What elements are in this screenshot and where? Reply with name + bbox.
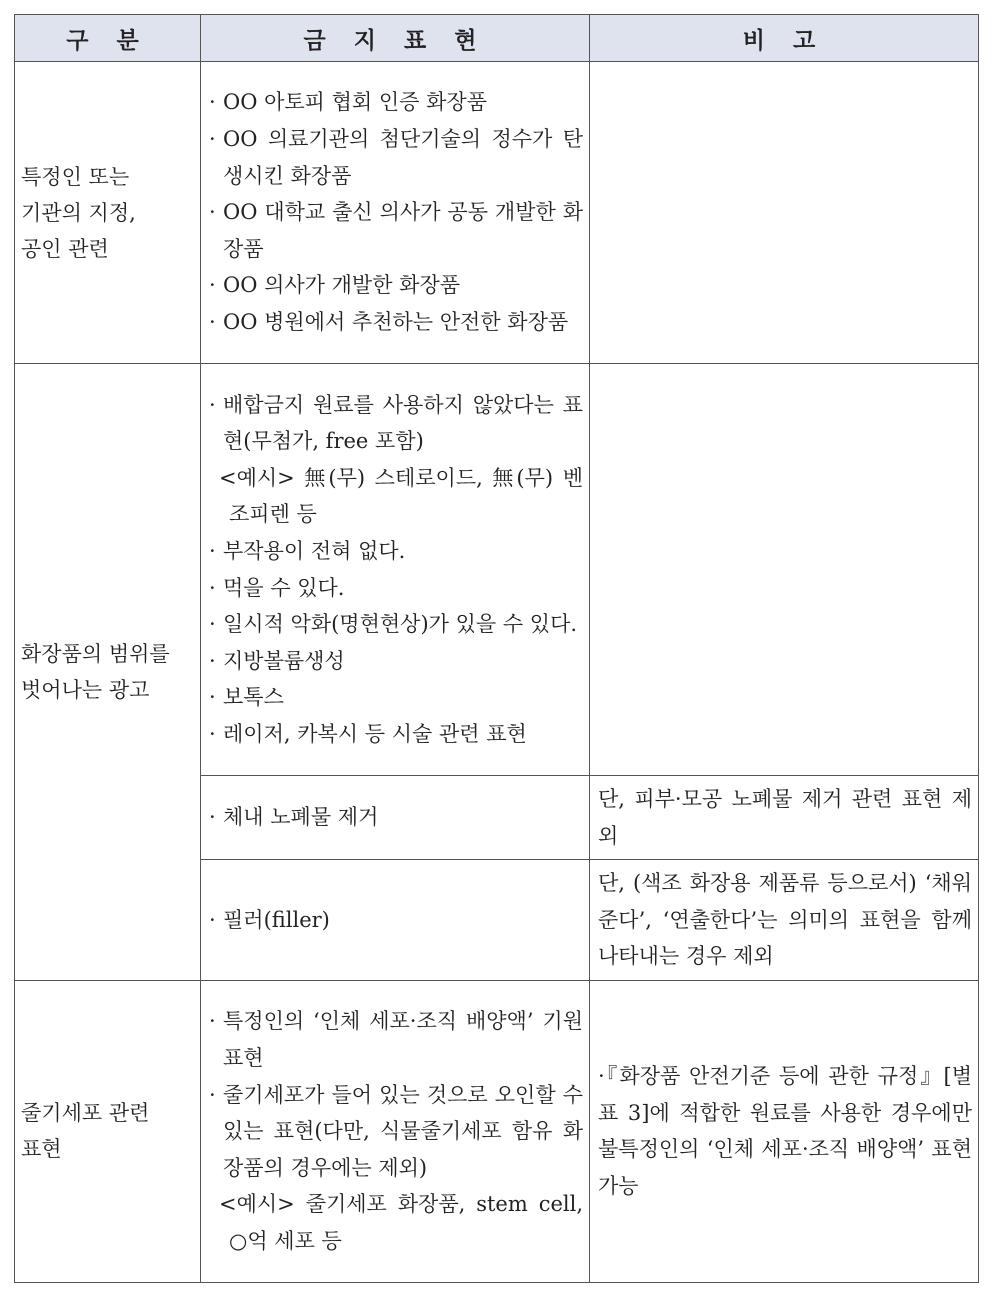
- list-item: · 특정인의 ‘인체 세포·조직 배양액’ 기원 표현: [209, 1009, 583, 1070]
- list-item: · 배합금지 원료를 사용하지 않았다는 표현(무첨가, free 포함): [209, 392, 583, 454]
- category-cell: [15, 364, 201, 981]
- header-row: [15, 15, 979, 62]
- list-item: · 먹을 수 있다.: [209, 575, 345, 600]
- remark-cell: ·『화장품 안전기준 등에 관한 규정』[별표 3]에 적합한 원료를 사용한 경우에만 불특정인의 ‘인체 세포·조직 배양액’ 표현 가능: [590, 980, 979, 1282]
- list-item: · 지방볼륨생성: [209, 648, 345, 673]
- list-item: · 보톡스: [209, 685, 284, 710]
- category-line: 벗어나는 광고: [21, 677, 150, 702]
- category-line: 표현: [21, 1137, 62, 1162]
- list-item: · OO 대학교 출신 의사가 공동 개발한 화장품: [209, 200, 583, 261]
- list-item: · 필러(filler): [209, 907, 330, 932]
- example-text: <예시> 無(무) 스테로이드, 無(무) 벤조피렌 등: [219, 465, 583, 527]
- list-item: · 일시적 악화(명현현상)가 있을 수 있다.: [209, 612, 578, 637]
- category-cell: [15, 62, 201, 364]
- header-prohibited: 금 지 표 현: [201, 15, 590, 62]
- category-line: 공인 관련: [21, 236, 109, 261]
- remark-cell: [590, 62, 979, 364]
- remark-cell: 단, (색조 화장용 제품류 등으로서) ‘채워준다’, ‘연출한다’는 의미의 표현을 함께 나타내는 경우 제외: [590, 860, 979, 981]
- list-item: · OO 의사가 개발한 화장품: [209, 273, 461, 298]
- list-item: · OO 병원에서 추천하는 안전한 화장품: [209, 309, 569, 334]
- prohibited-cell: [201, 980, 590, 1282]
- list-item: · OO 아토피 협회 인증 화장품: [209, 90, 487, 115]
- remark-cell: 단, 피부·모공 노폐물 제거 관련 표현 제외: [590, 776, 979, 860]
- table-row: [15, 62, 979, 364]
- prohibited-cell: [201, 776, 590, 860]
- table-row: [15, 364, 979, 776]
- category-line: 기관의 지정,: [21, 200, 136, 225]
- list-item: · 부작용이 전혀 없다.: [209, 538, 406, 563]
- example-text: <예시> 줄기세포 화장품, stem cell, ○억 세포 등: [219, 1192, 583, 1253]
- prohibited-cell: [201, 364, 590, 776]
- header-category: 구 분: [15, 15, 201, 62]
- list-item: · OO 의료기관의 첨단기술의 정수가 탄생시킨 화장품: [209, 127, 583, 188]
- table-row: [15, 980, 979, 1282]
- category-line: 특정인 또는: [21, 164, 130, 189]
- prohibited-expressions-table: [14, 14, 979, 1283]
- list-item: · 레이저, 카복시 등 시술 관련 표현: [209, 721, 527, 746]
- list-item: · 줄기세포가 들어 있는 것으로 오인할 수 있는 표현(다만, 식물줄기세포 함유 화장품의 경우에는 제외): [209, 1082, 583, 1180]
- category-line: 줄기세포 관련: [21, 1101, 150, 1126]
- list-item: · 체내 노폐물 제거: [209, 805, 379, 830]
- prohibited-cell: [201, 860, 590, 981]
- category-line: 화장품의 범위를: [21, 641, 170, 666]
- category-cell: [15, 980, 201, 1282]
- remark-cell: [590, 364, 979, 776]
- header-remarks: 비 고: [590, 15, 979, 62]
- prohibited-cell: [201, 62, 590, 364]
